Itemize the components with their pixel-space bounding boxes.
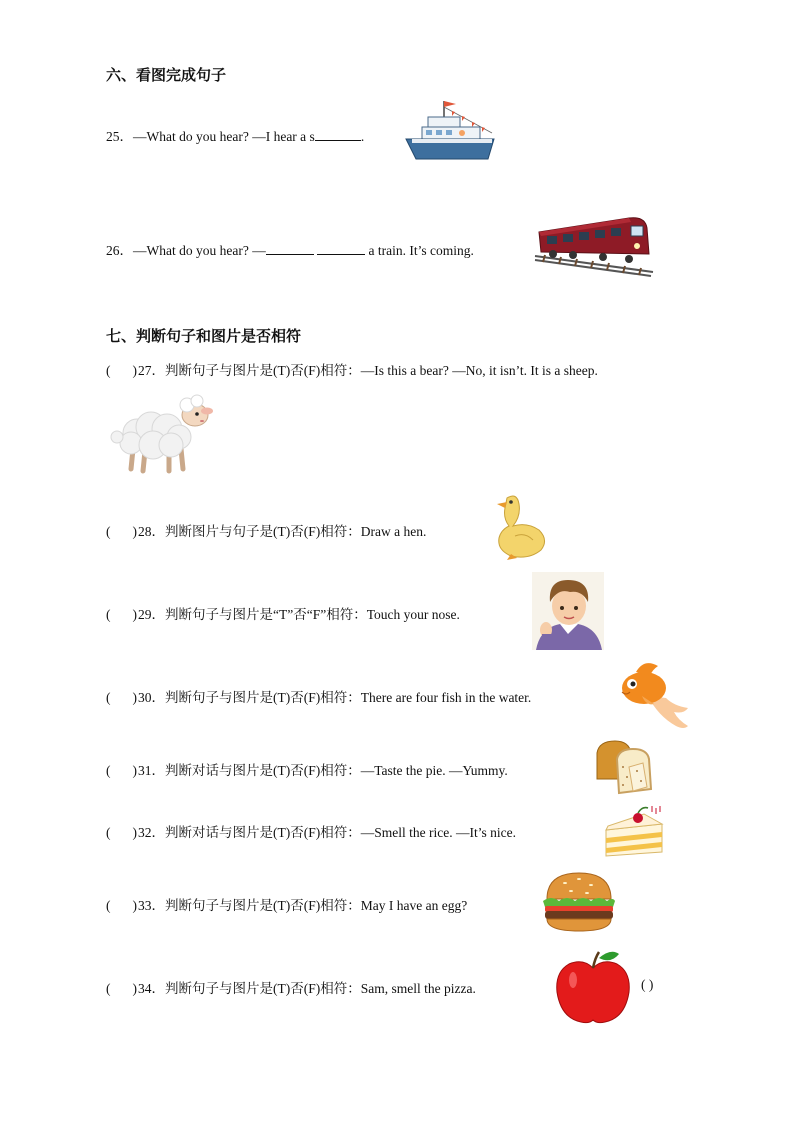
answer-parens[interactable]: ( ) [106, 363, 137, 378]
bread-image [593, 737, 665, 797]
question-instruction: 判断句子与图片是(T)否(F)相符： [165, 898, 361, 913]
answer-blank-1[interactable] [266, 242, 314, 255]
question-25-text: 25．—What do you hear? —I hear a s [106, 129, 315, 144]
question-number: 33． [138, 898, 165, 913]
burger-image [541, 869, 617, 935]
question-34 [106, 977, 476, 997]
cake-image [604, 804, 666, 858]
answer-parens[interactable]: ( ) [106, 524, 137, 539]
question-instruction: 判断对话与图片是(T)否(F)相符： [165, 763, 361, 778]
question-number: 29． [138, 607, 165, 622]
question-instruction: 判断对话与图片是(T)否(F)相符： [165, 825, 361, 840]
question-25 [106, 125, 364, 145]
trailing-answer-parens[interactable]: ( ) [641, 977, 654, 992]
question-26-text: 26．—What do you hear? — [106, 243, 266, 258]
question-number: 31． [138, 763, 165, 778]
question-28 [106, 520, 426, 540]
question-sentence: There are four fish in the water. [360, 690, 532, 705]
apple-image [553, 948, 633, 1026]
question-sentence: —Is this a bear? —No, it isn’t. It is a sheep. [360, 363, 598, 378]
question-instruction: 判断句子与图片是(T)否(F)相符： [165, 981, 361, 996]
boy-image [532, 572, 604, 650]
question-instruction: 判断句子与图片是(T)否(F)相符： [165, 363, 361, 378]
question-31 [106, 759, 508, 779]
question-sentence: —Smell the rice. —It’s nice. [360, 825, 516, 840]
goldfish-image [618, 656, 690, 732]
answer-parens[interactable]: ( ) [106, 607, 137, 622]
train-image [533, 210, 657, 278]
answer-parens[interactable]: ( ) [106, 763, 137, 778]
question-26-end: a train. It’s coming. [365, 243, 474, 258]
sheep-image [107, 393, 215, 475]
ship-image [404, 97, 498, 167]
question-sentence: Draw a hen. [360, 524, 427, 539]
question-29 [106, 603, 460, 623]
question-sentence: Sam, smell the pizza. [360, 981, 476, 996]
question-26 [106, 239, 474, 259]
question-32 [106, 821, 516, 841]
duck-image [493, 492, 549, 562]
question-sentence: Touch your nose. [366, 607, 460, 622]
question-number: 28． [138, 524, 165, 539]
question-number: 34． [138, 981, 165, 996]
section-7-title: 七、判断句子和图片是否相符 [106, 327, 302, 345]
question-sentence: —Taste the pie. —Yummy. [360, 763, 508, 778]
question-27 [106, 359, 598, 379]
question-30 [106, 686, 531, 706]
answer-blank[interactable] [315, 128, 361, 141]
answer-parens[interactable]: ( ) [106, 690, 137, 705]
answer-parens[interactable]: ( ) [106, 825, 137, 840]
section-6-title: 六、看图完成句子 [106, 66, 227, 84]
question-number: 32． [138, 825, 165, 840]
question-33 [106, 894, 467, 914]
answer-parens[interactable]: ( ) [106, 898, 137, 913]
question-instruction: 判断句子与图片是(T)否(F)相符： [165, 690, 361, 705]
answer-blank-2[interactable] [317, 242, 365, 255]
question-25-end: . [360, 129, 365, 144]
question-number: 27． [138, 363, 165, 378]
question-instruction: 判断图片与句子是(T)否(F)相符： [165, 524, 361, 539]
answer-parens[interactable]: ( ) [106, 981, 137, 996]
question-instruction: 判断句子与图片是“T”否“F”相符： [165, 607, 367, 622]
question-number: 30． [138, 690, 165, 705]
question-sentence: May I have an egg? [360, 898, 468, 913]
